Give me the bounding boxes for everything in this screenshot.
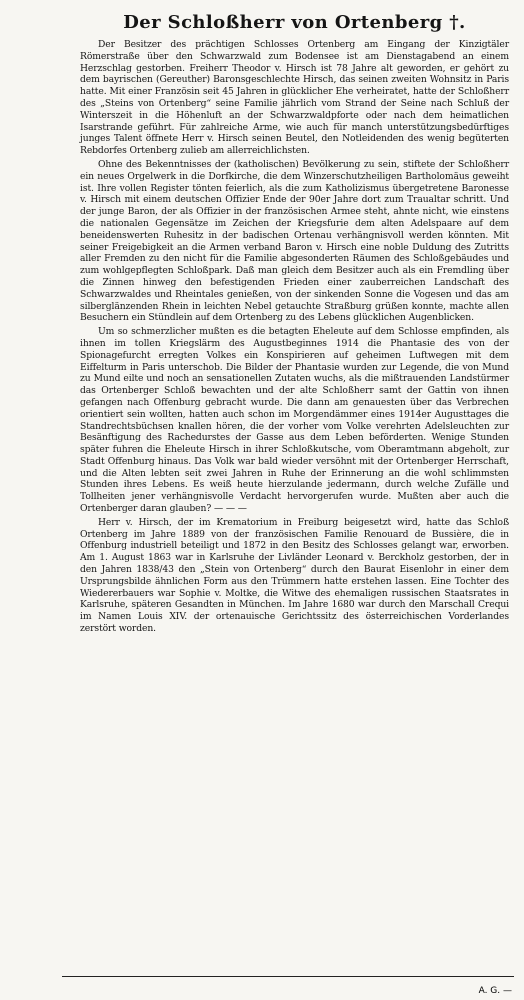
article-paragraph-4: Herr v. Hirsch, der im Krematorium in Freiburg beigesetzt wird, hatte das Schloß Ortenberg im Jahre 1889 von der französischen Familie Renouard de Bussière, die in Offenburg industriell beteiligt und 1872 in den Besitz des Schlosses gelangt war, erworben. Am 1. August 1863 war in Karlsruhe der Livländer Leonard v. Berckholz gestorben, der in den Jahren 1838/43 den „Stein von Ortenberg“ durch den Baurat Eisenlohr in einer dem Ursprungsbilde ähnlichen Form aus den Trümmern hatte erstehen lassen. Eine Tochter des Wiedererbauers war Sophie v. Moltke, die Witwe des ehemaligen russischen Staatsrates in Karlsruhe, späteren Gesandten in München. Im Jahre 1680 war durch den Marschall Crequi im Namen Louis XIV. der ortenauische Gerichtssitz des österreichischen Vorderlandes zerstört worden.	[80, 516, 509, 635]
article-paragraph-2: Ohne des Bekenntnisses der (katholischen) Bevölkerung zu sein, stiftete der Schloßherr ein neues Orgelwerk in die Dorfkirche, die dem Winzerschutzheiligen Bartholomäus geweiht ist. Ihre vollen Register tönten feierlich, als die zum Katholizismus übergetretene Baronesse v. Hirsch mit einem deutschen Offizier Ende der 90er Jahre dort zum Traualtar schritt. Und der junge Baron, der als Offizier in der französischen Armee steht, ahnte nicht, wie einstens die nationalen Gegensätze im Zeichen der Kriegsfurie dem alten Adelspaare auf dem beneidenswerten Ruhesitz in der badischen Ortenau verhängnisvoll werden könnten. Mit seiner Freigebigkeit an die Armen verband Baron v. Hirsch eine noble Duldung des Zutritts aller Fremden zu den nicht für die Familie abgesonderten Räumen des Schloßgebäudes und zum wohlgepflegten Schloßpark. Daß man gleich dem Besitzer auch als ein Fremdling über die Zinnen hinweg den befestigenden Frieden einer zauberreichen Landschaft des Schwarzwaldes und Rheintales genießen, von der sinkenden Sonne die Vogesen und das am silberglänzenden Rhein in leichten Nebel getauchte Straßburg grüßen konnte, machte allen Besuchern ein Stündlein auf dem Ortenberg zu des Lebens glücklichen Augenblicken.	[80, 158, 509, 324]
bottom-rule	[62, 976, 514, 977]
article-paragraph-3: Um so schmerzlicher mußten es die betagten Eheleute auf dem Schlosse empfinden, als ihnen im tollen Kriegslärm des Augustbeginnes 1914 die Phantasie des von der Spionagefurcht erregten Volkes ein Konspirieren auf geheimen Luftwegen mit dem Eiffelturm in Paris unterschob. Die Bilder der Phantasie wurden zur Legende, die von Mund zu Mund eilte und noch an sensationellen Zutaten wuchs, als die mißtrauenden Landstürmer das Ortenberger Schloß bewachten und der alte Schloßherr samt der Gattin von ihnen gefangen nach Offenburg gebracht wurde. Die dann am genauesten über das Verbrechen orientiert sein wollten, hatten auch schon im Morgendämmer eines 1914er Augusttages die Standrechtsbüchsen knallen hören, die der vorher vom Volke verehrten Adelsleuchten zur Besänftigung des Rachedurstes der Gasse aus dem Leben beförderten. Wenige Stunden später fuhren die Eheleute Hirsch in ihrer Schloßkutsche, vom Oberamtmann abgeholt, zur Stadt Offenburg hinaus. Das Volk war bald wieder versöhnt mit der Ortenberger Herrschaft, und die Alten lebten seit zwei Jahren in Ruhe der Erinnerung an die wohl schlimmsten Stunden ihres Lebens. Es weiß heute hierzulande jedermann, durch welche Zufälle und Tollheiten jener verhängnisvolle Verdacht hervorgerufen wurde. Mußten aber auch die Ortenberger daran glauben? — — —	[80, 326, 509, 515]
author-signature: A. G. —	[478, 986, 512, 996]
article-paragraph-1: Der Besitzer des prächtigen Schlosses Ortenberg am Eingang der Kinzigtäler Römerstraße über den Schwarzwald zum Bodensee ist am Dienstagabend an einem Herzschlag gestorben. Freiherr Theodor v. Hirsch ist 78 Jahre alt geworden, er gehört zu dem bayrischen (Gereuther) Baronsgeschlechte Hirsch, das seinen zweiten Wohnsitz in Paris hatte. Mit einer Französin seit 45 Jahren in glücklicher Ehe verheiratet, hatte der Schloßherr des „Steins von Ortenberg“ seine Familie jährlich vom Strand der Seine nach Schluß der Winterszeit in die Höhenluft an der Schwarzwaldpforte oder nach dem heimatlichen Isarstrande geführt. Für zahlreiche Arme, wie auch für manch unterstützungsbedürftiges junges Talent öffnete Herr v. Hirsch seinen Beutel, den Notleidenden des wenig begüterten Rebdorfes Ortenberg zulieb am allerreichlichsten.	[80, 39, 509, 157]
article-title: Der Schloßherr von Ortenberg †.	[123, 12, 466, 33]
